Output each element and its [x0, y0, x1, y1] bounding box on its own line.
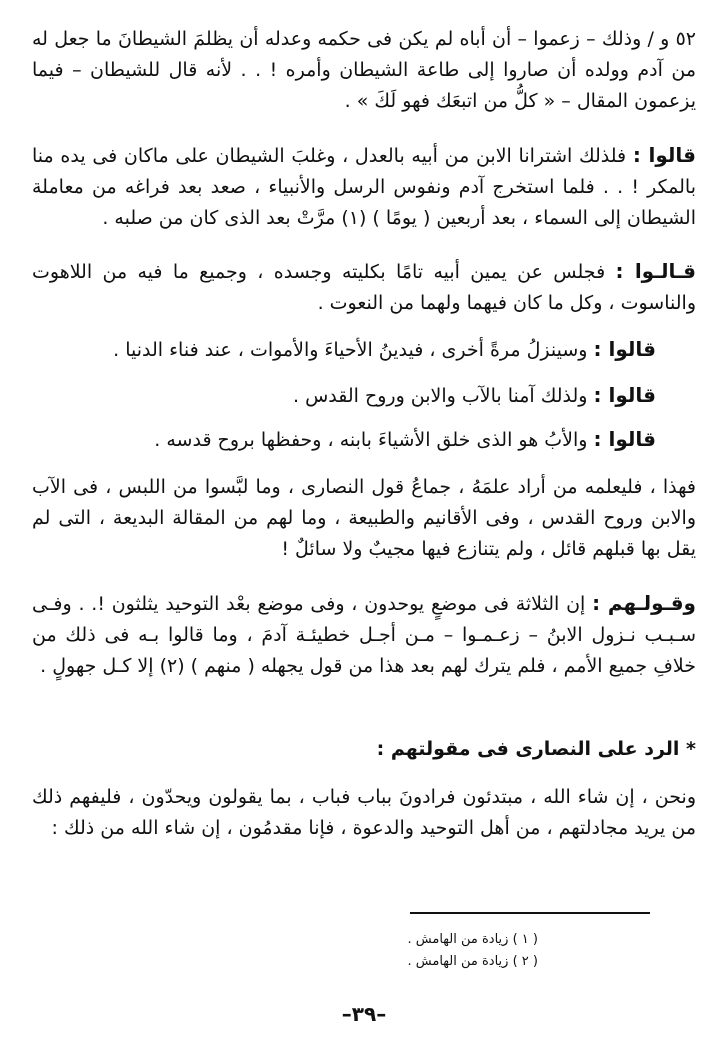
paragraph-9-text: ونحن ، إن شاء الله ، مبتدئون فرادونَ بباب فباب ، بما يقولون ويحدّون ، فليفهم ذلك من يريد مجادلتهم ، من أهل التوحيد والدعوة ، فإنا مقدمُون ، إن شاء الله من ذلك : — [32, 786, 696, 839]
paragraph-6-lead: قالوا : — [593, 427, 656, 451]
paragraph-3 — [32, 256, 696, 319]
paragraph-4-text: وسينزلُ مرةً أخرى ، فيدينُ الأحياءَ والأموات ، عند فناء الدنيا . — [113, 339, 588, 361]
paragraph-8 — [32, 588, 696, 682]
paragraph-7-text: فهذا ، فليعلمه من أراد علمَهُ ، جماعُ قول النصارى ، وما لبَّسوا من اللبس ، فى الآب والابن وروح القدس ، وفى الأقانيم والطبيعة ، وما لهم من المقالة البديعة ، التى لم يقل بها قبلهم قائل ، ولم يتنازع فيها مجيبٌ ولا سائلٌ ! — [32, 476, 696, 560]
paragraph-6 — [32, 424, 656, 456]
paragraph-2 — [32, 140, 696, 234]
paragraph-4 — [32, 334, 656, 366]
footnote-2: ( ٢ ) زيادة من الهامش . — [407, 954, 538, 969]
paragraph-5-lead: قالوا : — [593, 383, 656, 407]
paragraph-3-text: فجلس عن يمين أبيه تامًا بكليته وجسده ، وجميع ما فيه من اللاهوت والناسوت ، وكل ما كان فيهما ولهما من النعوت . — [32, 261, 696, 314]
paragraph-3-lead: قـالـوا : — [615, 259, 696, 283]
paragraph-2-lead: قالوا : — [632, 143, 696, 167]
paragraph-1-text: ٥٢ و / وذلك – زعموا – أن أباه لم يكن فى حكمه وعدله أن يظلمَ الشيطانَ ما جعل له من آدم وولده أن صاروا إلى طاعة الشيطان وأمره ! . . لأنه قال للشيطان – فيما يزعمون المقال – « كلُّ من اتبعَك فهو لَكَ » . — [32, 28, 696, 112]
footnote-1: ( ١ ) زيادة من الهامش . — [407, 932, 538, 947]
section-heading: * الرد على النصارى فى مقولتهم : — [376, 738, 696, 760]
paragraph-8-lead: وقـولـهم : — [592, 591, 696, 615]
paragraph-1 — [32, 24, 696, 117]
paragraph-4-lead: قالوا : — [593, 337, 656, 361]
footnote-divider — [410, 912, 650, 914]
paragraph-6-text: والأبُ هو الذى خلق الأشياءَ بابنه ، وحفظها بروح قدسه . — [154, 429, 588, 451]
paragraph-9 — [32, 782, 696, 844]
paragraph-8-text: إن الثلاثة فى موضعٍ يوحدون ، وفى موضع بعْد التوحيد يثلثون !. . وفـى سـبـب نـزول الابنُ – زعـمـوا – مـن أجـل خطيئـة آدمَ ، وما قالوا بـه فى ذلك من خلافِ جميع الأمم ، فلم يترك لهم بعد هذا من قول يجهله ( منهم ) (٢) إلا كـل جهولٍ . — [32, 593, 696, 677]
paragraph-2-text: فلذلك اشترانا الابن من أبيه بالعدل ، وغلبَ الشيطان على ماكان فى يده منا بالمكر ! . . فلما استخرج آدم ونفوس الرسل والأنبياء ، صعد بعد فراغه من معاملة الشيطان إلى السماء ، بعد أربعين ( يومًا ) (١) مرَّتْ بعد الذى كان من صلبه . — [32, 145, 696, 229]
paragraph-5-text: ولذلك آمنا بالآب والابن وروح القدس . — [292, 385, 588, 407]
paragraph-5 — [32, 380, 656, 412]
page-number: –٣٩– — [341, 1002, 387, 1026]
paragraph-7 — [32, 472, 696, 565]
